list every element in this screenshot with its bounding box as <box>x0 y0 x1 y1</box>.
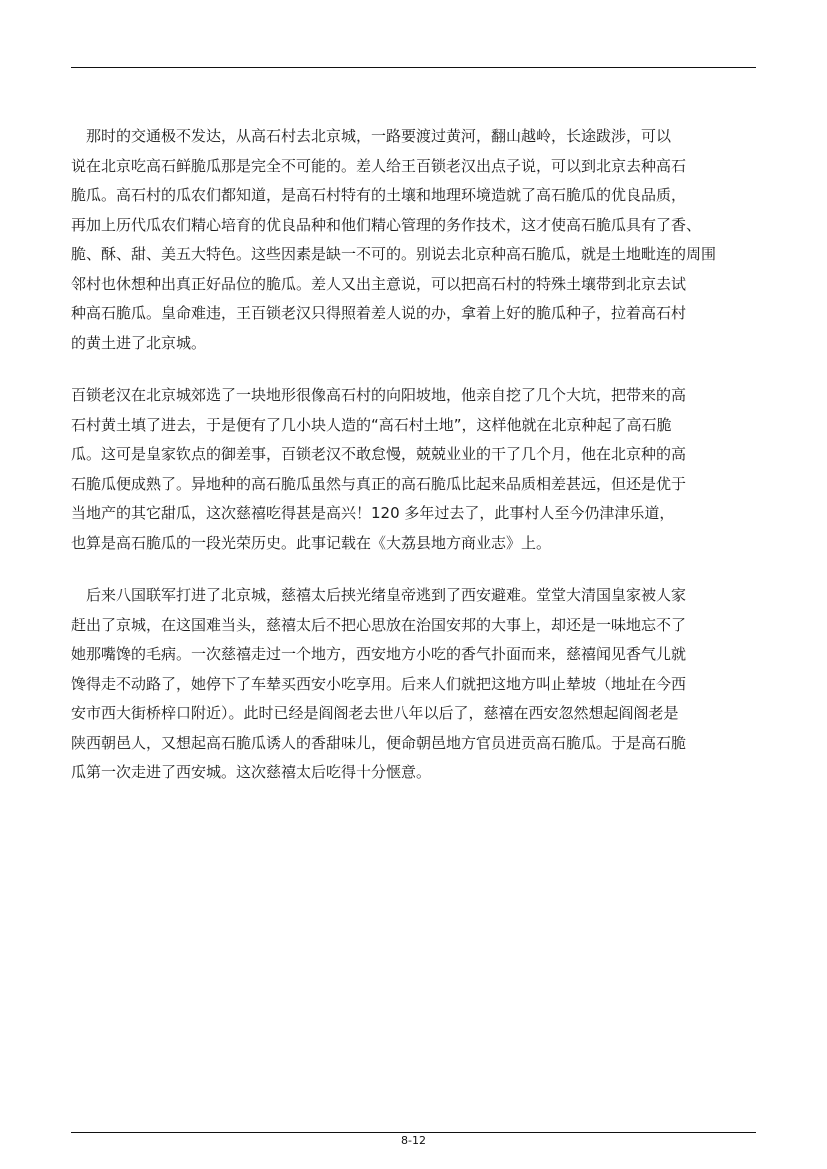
paragraph-3 <box>71 581 756 788</box>
text-line: 百锁老汉在北京城郊选了一块地形很像高石村的向阳坡地，他亲自挖了几个大坑，把带来的高 <box>71 386 687 404</box>
text-line: 再加上历代瓜农们精心培育的优良品种和他们精心管理的务作技术，这才使高石脆瓜具有了香、 <box>71 215 702 234</box>
text-line: 她那嘴馋的毛病。一次慈禧走过一个地方，西安地方小吃的香气扑面而来，慈禧闻见香气儿就 <box>71 645 687 663</box>
footer-rule <box>71 1132 756 1133</box>
page-number: 8-12 <box>401 1134 426 1147</box>
text-line: 邻村也休想种出真正好品位的脆瓜。差人又出主意说，可以把高石村的特殊土壤带到北京去试 <box>71 274 687 293</box>
document-body <box>71 122 756 788</box>
text-line: 脆、酥、甜、美五大特色。这些因素是缺一不可的。别说去北京种高石脆瓜，就是土地毗连的周围 <box>71 245 717 263</box>
text-line: 说在北京吃高石鲜脆瓜那是完全不可能的。差人给王百锁老汉出点子说，可以到北京去种高石 <box>71 156 687 175</box>
text-line: 那时的交通极不发达，从高石村去北京城，一路要渡过黄河，翻山越岭，长途跋涉，可以 <box>71 127 672 145</box>
text-line: 当地产的其它甜瓜，这次慈禧吃得甚是高兴！120 多年过去了，此事村人至今仍津津乐道， <box>71 504 675 522</box>
text-line: 安市西大街桥梓口附近）。此时已经是阎阁老去世八年以后了，慈禧在西安忽然想起阎阁老是 <box>71 704 679 722</box>
paragraph-1 <box>71 122 756 358</box>
text-line: 脆瓜。高石村的瓜农们都知道，是高石村特有的土壤和地理环境造就了高石脆瓜的优良品质， <box>71 186 687 204</box>
text-line: 馋得走不动路了，她停下了车辇买西安小吃享用。后来人们就把这地方叫止辇坡（地址在今西 <box>71 674 687 693</box>
text-line: 也算是高石脆瓜的一段光荣历史。此事记载在《大荔县地方商业志》上。 <box>71 533 552 552</box>
text-line: 的黄土进了北京城。 <box>71 333 207 352</box>
paragraph-2 <box>71 381 756 558</box>
text-line: 石村黄土填了进去，于是便有了几小块人造的“高石村土地”，这样他就在北京种起了高石脆 <box>71 415 672 434</box>
text-line: 后来八国联军打进了北京城，慈禧太后挟光绪皇帝逃到了西安避难。堂堂大清国皇家被人家 <box>71 586 687 604</box>
text-line: 赶出了京城，在这国难当头，慈禧太后不把心思放在治国安邦的大事上，却还是一味地忘不了 <box>71 615 687 634</box>
text-line: 瓜。这可是皇家钦点的御差事，百锁老汉不敢怠慢，兢兢业业的干了几个月，他在北京种的高 <box>71 445 687 463</box>
header-rule <box>71 67 756 68</box>
text-line: 陕西朝邑人，又想起高石脆瓜诱人的香甜味儿，便命朝邑地方官员进贡高石脆瓜。于是高石脆 <box>71 733 687 752</box>
text-line: 瓜第一次走进了西安城。这次慈禧太后吃得十分惬意。 <box>71 763 432 781</box>
text-line: 种高石脆瓜。皇命难违，王百锁老汉只得照着差人说的办，拿着上好的脆瓜种子，拉着高石村 <box>71 304 687 322</box>
text-line: 石脆瓜便成熟了。异地种的高石脆瓜虽然与真正的高石脆瓜比起来品质相差甚远，但还是优于 <box>71 474 687 493</box>
